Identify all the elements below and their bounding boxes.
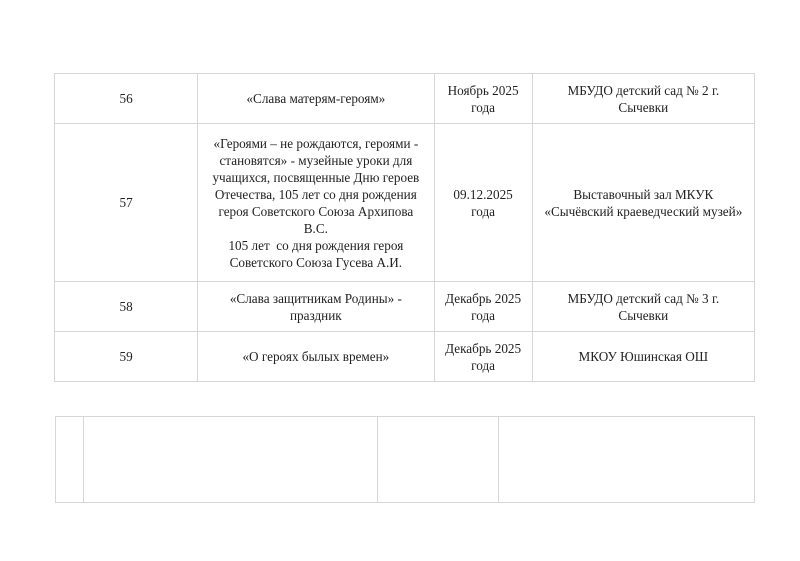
row-number: 56: [55, 74, 198, 124]
place-cell: [532, 282, 754, 332]
row-number: 59: [55, 332, 198, 382]
place-cell: [532, 74, 754, 124]
date-text: Ноябрь 2025: [447, 82, 519, 98]
row-number: 58: [55, 282, 198, 332]
empty-cell: [499, 417, 755, 503]
empty-table: [55, 416, 755, 503]
place-cell: [532, 332, 754, 382]
date-cell: [434, 124, 532, 282]
place-text: МБУДО детский сад № 2 г.: [567, 82, 720, 98]
event-text: «О героях былых времен»: [242, 349, 390, 364]
event-cell: [198, 74, 434, 124]
date-text: Декабрь 2025: [445, 340, 522, 356]
date-text: года: [471, 357, 496, 373]
place-text: Сычевки: [618, 307, 669, 323]
place-text: Сычевки: [618, 99, 669, 115]
event-text: праздник: [290, 307, 342, 323]
date-cell: [434, 332, 532, 382]
date-text: 09.12.2025: [453, 186, 513, 202]
event-text: учащихся, посвященные Дню героев: [212, 169, 420, 185]
event-text: героя Советского Союза Архипова: [218, 203, 414, 219]
event-text: «Слава матерям-героям»: [246, 91, 386, 106]
table-row: [55, 282, 755, 332]
event-text: «Слава защитникам Родины» -: [229, 290, 402, 306]
event-cell: [198, 124, 434, 282]
place-text: «Сычёвский краеведческий музей»: [544, 203, 743, 219]
empty-cell: [56, 417, 84, 503]
date-text: Декабрь 2025: [445, 290, 522, 306]
date-text: года: [471, 203, 496, 219]
place-text: МБУДО детский сад № 3 г.: [567, 290, 720, 306]
event-text: В.С.: [303, 220, 328, 236]
empty-cell: [378, 417, 499, 503]
events-table: [54, 73, 755, 382]
date-cell: [434, 282, 532, 332]
place-text: МКОУ Юшинская ОШ: [578, 349, 709, 364]
place-text: Выставочный зал МКУК: [573, 186, 714, 202]
empty-cell: [84, 417, 378, 503]
event-text: Советского Союза Гусева А.И.: [229, 254, 403, 270]
date-cell: [434, 74, 532, 124]
row-number: 57: [55, 124, 198, 282]
table-row: [55, 124, 755, 282]
date-text: года: [471, 99, 496, 115]
event-text: 105 лет со дня рождения героя: [228, 237, 404, 253]
table-row: [56, 417, 755, 503]
date-text: года: [471, 307, 496, 323]
event-cell: [198, 332, 434, 382]
event-cell: [198, 282, 434, 332]
event-text: становятся» - музейные уроки для: [219, 152, 413, 168]
event-text: Отечества, 105 лет со дня рождения: [214, 186, 417, 202]
place-cell: [532, 124, 754, 282]
table-row: [55, 74, 755, 124]
event-text: «Героями – не рождаются, героями -: [213, 135, 419, 151]
table-row: [55, 332, 755, 382]
